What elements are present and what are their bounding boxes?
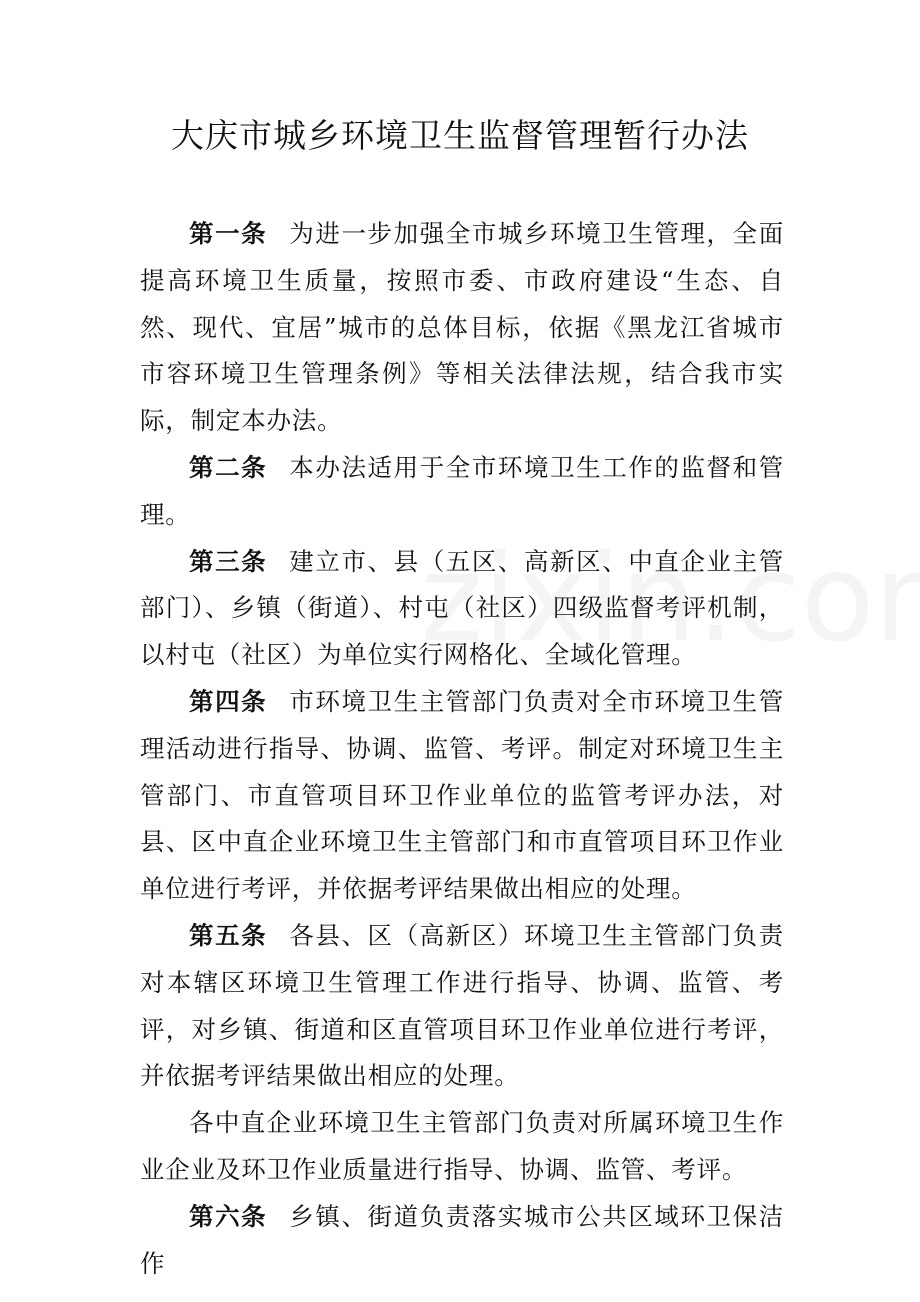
paragraph-article-5-cont [140, 1100, 784, 1194]
article-text: 乡镇、街道负责落实城市公共区域环卫保洁作 [140, 1201, 785, 1278]
article-text: 为进一步加强全市城乡环境卫生管理，全面提高环境卫生质量，按照市委、市政府建设“生态、自然、现代、宜居”城市的总体目标，依据《黑龙江省城市市容环境卫生管理条例》等相关法律法规，结合我市实际，制定本办法。 [140, 219, 785, 436]
article-text: 建立市、县（五区、高新区、中直企业主管部门）、乡镇（街道）、村屯（社区）四级监督考评机制，以村屯（社区）为单位实行网格化、全域化管理。 [140, 546, 785, 670]
paragraph-article-5 [140, 913, 784, 1100]
paragraph-article-3 [140, 539, 784, 679]
article-text: 各县、区（高新区）环境卫生主管部门负责对本辖区环境卫生管理工作进行指导、协调、监管、考评，对乡镇、街道和区直管项目环卫作业单位进行考评，并依据考评结果做出相应的处理。 [140, 920, 785, 1091]
article-label: 第一条 [189, 219, 268, 248]
document-title: 大庆市城乡环境卫生监督管理暂行办法 [171, 116, 749, 155]
paragraph-article-2 [140, 445, 784, 539]
article-label: 第二条 [189, 452, 268, 482]
article-label: 第六条 [189, 1201, 268, 1231]
article-label: 第三条 [189, 546, 268, 576]
paragraph-article-6 [140, 1194, 784, 1288]
article-text: 各中直企业环境卫生主管部门负责对所属环境卫生作业企业及环卫作业质量进行指导、协调、监管、考评。 [140, 1108, 784, 1184]
paragraph-article-4 [140, 679, 784, 913]
paragraph-article-1 [140, 211, 784, 445]
article-label: 第四条 [189, 686, 268, 716]
article-text: 本办法适用于全市环境卫生工作的监督和管理。 [140, 452, 785, 529]
article-label: 第五条 [189, 920, 268, 950]
article-text: 市环境卫生主管部门负责对全市环境卫生管理活动进行指导、协调、监管、考评。制定对环境卫生主管部门、市直管项目环卫作业单位的监管考评办法，对县、区中直企业环境卫生主管部门和市直管项目环卫作业单位进行考评，并依据考评结果做出相应的处理。 [140, 686, 785, 904]
document-body [140, 211, 784, 1287]
